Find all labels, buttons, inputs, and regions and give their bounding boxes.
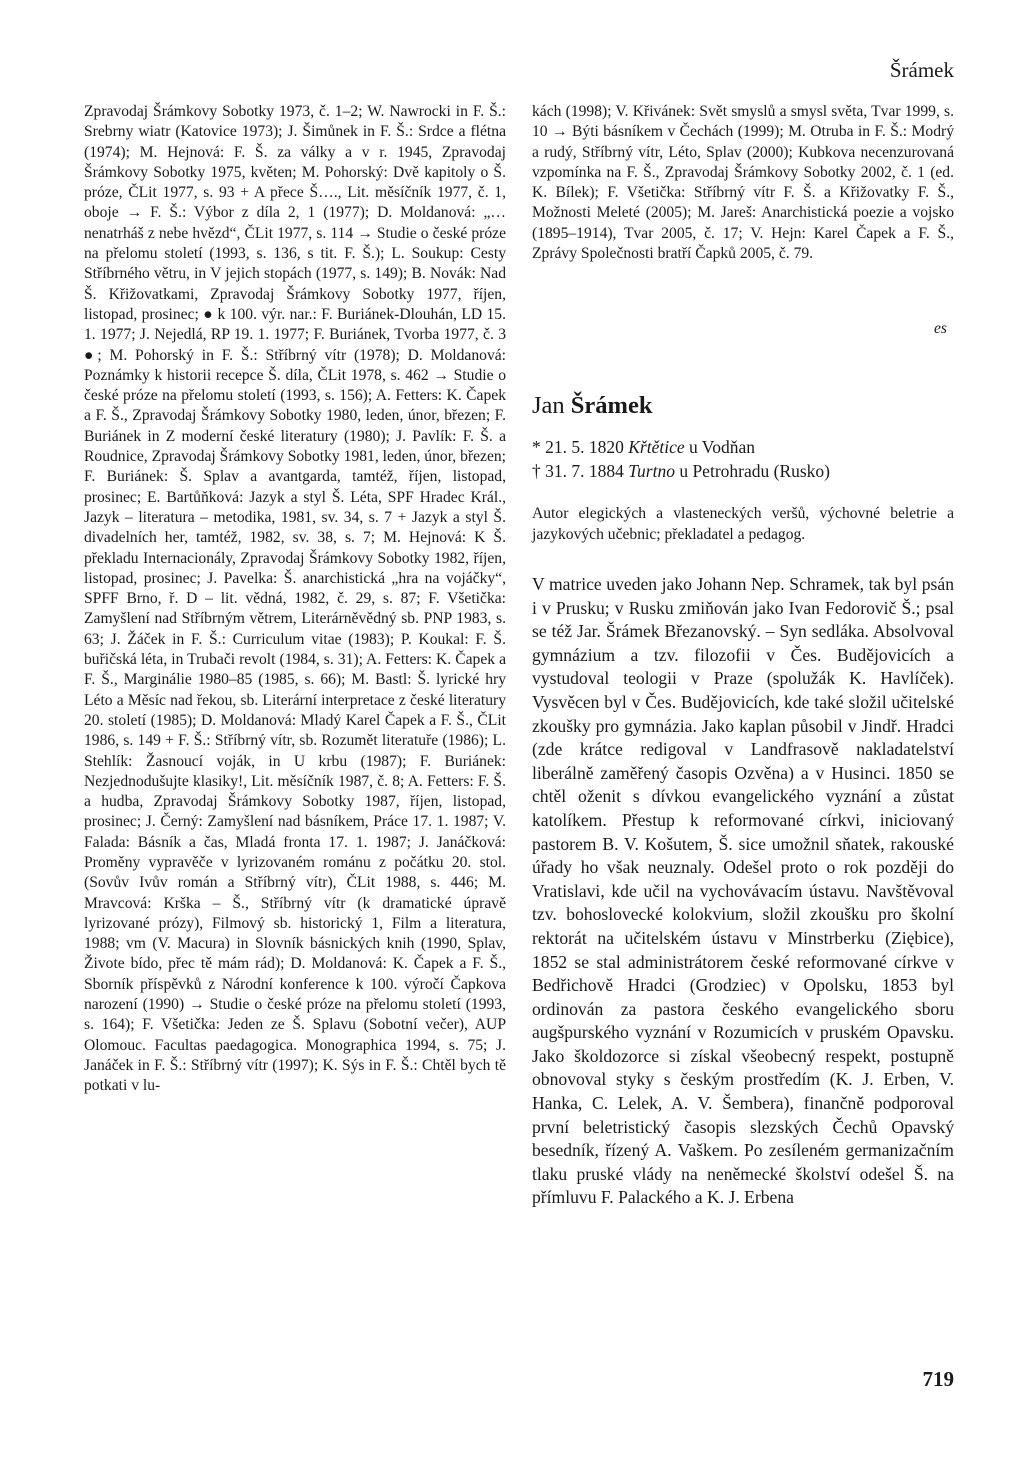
bibliography-left-column: Zpravodaj Šrámkovy Sobotky 1973, č. 1–2; W. Nawrocki in F. Š.: Srebrny wiatr (Katovice 1973); J. Šimůnek in F. Š.: Srdce a flétna (1974); M. Hejnová: F. Š. za války a v r. 1945, Zpravodaj Šrámkovy Sobotky 1975, květen; M. Pohorský: Dvě kapitoly o Š. próze, ČLit 1977, s. 93 + A přece Š…., Lit. měsíčník 1977, č. 1, oboje → F. Š.: Výbor z díla 2, 1 (1977); D. Moldanová: „… nenatrháš z nebe hvězd“, ČLit 1977, s. 114 → Studie o české próze na přelomu století (1993, s. 136, s tit. F. Š.); L. Soukup: Cesty Stříbrného větru, in V jejich stopách (1977, s. 149); B. Novák: Nad Š. Křižovatkami, Zpravodaj Šrámkovy Sobotky 1977, říjen, listopad, prosinec; ● k 100. výr. nar.: F. Buriánek-Dlouhán, LD 15. 1. 1977; J. Nejedlá, RP 19. 1. 1977; F. Buriánek, Tvorba 1977, č. 3 ●; M. Pohorský in F. Š.: Stříbrný vítr (1978); D. Moldanová: Poznámky k historii recepce Š. díla, ČLit 1978, s. 462 → Studie o české próze na přelomu století (1993, s. 156); A. Fetters: K. Čapek a F. Š., Zpravodaj Šrámkovy Sobotky 1980, leden, únor, březen; F. Buriánek in Z moderní české literatury (1980); J. Pavlík: F. Š. a Roudnice, Zpravodaj Šrámkovy Sobotky 1981, leden, únor, březen; F. Buriánek: Š. Splav a avantgarda, tamtéž, říjen, listopad, prosinec; E. Bartůňková: Jazyk a styl Š. Léta, SPF Hradec Král., Jazyk – literatura – metodika, 1981, sv. 34, s. 7 + Jazyk a styl Š. divadelních her, tamtéž, 1982, sv. 38, s. 7; M. Hejnová: K Š. překladu Internacionály, Zpravodaj Šrámkovy Sobotky 1982, říjen, listopad, prosinec; J. Pavelka: Š. anarchistická „hra na vojáčky“, SPFF Brno, ř. D – lit. vědná, 1982, č. 29, s. 87; F. Všetička: Zamyšlení nad Stříbrným větrem, Literárněvědný sb. PNP 1983, s. 63; J. Žáček in F. Š.: Curriculum vitae (1983); P. Koukal: F. Š. buřičská léta, in Trubači revolt (1984, s. 31); A. Fetters: K. Čapek a F. Š., Marginálie 1980–85 (1985, s. 66); M. Bastl: Š. lyrické hry Léto a Měsíc nad řekou, sb. Literární interpretace z české literatury 20. století (1985); D. Moldanová: Mladý Karel Čapek a F. Š., ČLit 1986, s. 149 + F. Š.: Stříbrný vítr, sb. Rozumět literatuře (1986); L. Stehlík: Žasnoucí voják, in U krbu (1987); F. Buriánek: Nezjednodušujte klasiky!, Lit. měsíčník 1987, č. 8; A. Fetters: F. Š. a hudba, Zpravodaj Šrámkovy Sobotky 1987, říjen, listopad, prosinec; J. Černý: Zamyšlení nad básníkem, Práce 17. 1. 1987; V. Falada: Básník a čas, Mladá fronta 17. 1. 1987; J. Janáčková: Proměny vypravěče v lyrizovaném románu z počátku 20. stol. (Sovův Ivův román a Stříbrný vítr), ČLit 1988, s. 446; M. Mravcová: Krška – Š., Stříbrný vítr (k dramatické úpravě lyrizované prózy), Filmový sb. historický 1, Film a literatura, 1988; vm (V. Macura) in Slovník básnických knih (1990, Splav, Živote bído, přec tě mám rád); D. Moldanová: K. Čapek a F. Š., Sborník příspěvků z Národní konference k 100. výročí Čapkova narození (1990) → Studie o české próze na přelomu století (1993, s. 164); F. Všetička: Jeden ze Š. Splavu (Sobotní večer), AUP Olomouc. Facultas paedagogica. Monographica 1994, s. 75; J. Janáček in F. Š.: Stříbrný vítr (1997); K. Sýs in F. Š.: Chtěl bych tě potkati v lu- xyxy=(84,103,506,1095)
running-head: Šrámek xyxy=(889,58,954,82)
author-initials: es xyxy=(934,320,947,337)
death-place-suffix: u Petrohradu (Rusko) xyxy=(679,460,831,481)
entry-body-text: V matrice uveden jako Johann Nep. Schramek, tak byl psán i v Prusku; v Rusku zmiňován jako Ivan Fedorovič Š.; psal se též Jar. Šrámek Březanovský. – Syn sedláka. Absolvoval gymnázium a tzv. filozofii v Čes. Budějovicích a vystudoval teologii v Praze (spolužák K. Havlíček). Vysvěcen byl v Čes. Budějovicích, kde také složil učitelské zkoušky pro gymnázia. Jako kaplan působil v Jindř. Hradci (zde krátce redigoval v Landfrasově nakladatelství liberálně zaměřený časopis Ozvěna) a v Husinci. 1850 se chtěl oženit s dívkou evangelického vyznání a zůstat katolíkem. Přestup k reformované církvi, iniciovaný pastorem B. V. Košutem, Š. sice umožnil sňatek, rakouské úřady ho však neuznaly. Odešel proto o rok později do Vratislavi, kde učil na vychovávacím ústavu. Navštěvoval tzv. bohoslovecké kolokvium, složil zkoušku pro školní rektorát na učitelském ústavu v Minstrberku (Ziębice), 1852 se stal administrátorem české reformované církve v Bedřichově Hradci (Grodziec) v Opolsku, 1853 byl ordinován za pastora českého evangelického sboru augšpurského vyznání v Rozumicích v pruském Opavsku. Jako školdozorce si získal všeobecný respekt, postupně obnovoval styky s českým prostředím (K. J. Erben, V. Hanka, C. Lelek, A. V. Šembera), finančně podporoval první beletristický časopis slezských Čechů Opavský besedník, řízený A. Vaškem. Po zesíleném germanizačním tlaku pruské vlády na neněmecké školství odešel Š. na přímluvu F. Palackého a K. J. Erbena xyxy=(532,574,954,1208)
life-dates xyxy=(532,436,954,483)
entry-given-name: Jan xyxy=(532,392,565,419)
death-place: Turtno xyxy=(628,460,675,481)
bibliography-right-column: kách (1998); V. Křivánek: Svět smyslů a smysl světa, Tvar 1999, s. 10 → Býti básníkem v Čechách (1999); M. Otruba in F. Š.: Modrý a rudý, Stříbrný vítr, Léto, Splav (2000); Kubkova necenzurovaná vzpomínka na F. Š., Zpravodaj Šrámkovy Sobotky 2002, č. 1 (ed. K. Bílek); F. Všetička: Stříbrný vítr F. Š. a Křižovatky F. Š., Možnosti Meleté (2005); M. Jareš: Anarchistická poezie a vojsko (1895–1914), Tvar 2005, č. 17; V. Hejn: Karel Čapek a F. Š., Zprávy Společnosti bratří Čapků 2005, č. 79. xyxy=(532,103,954,263)
death-line xyxy=(532,460,954,484)
death-date: † 31. 7. 1884 xyxy=(532,460,624,481)
birth-place: Křtětice xyxy=(628,437,685,457)
entry-summary: Autor elegických a vlasteneckých veršů, výchovné beletrie a jazykových učebnic; překladatel a pedagog. xyxy=(532,505,954,543)
birth-line xyxy=(532,436,954,460)
entry-heading xyxy=(532,392,954,483)
page-number: 719 xyxy=(922,1367,954,1391)
entry-surname: Šrámek xyxy=(570,392,653,419)
birth-place-suffix: u Vodňan xyxy=(689,437,755,457)
entry-name xyxy=(532,392,954,420)
birth-date: * 21. 5. 1820 xyxy=(532,437,624,457)
